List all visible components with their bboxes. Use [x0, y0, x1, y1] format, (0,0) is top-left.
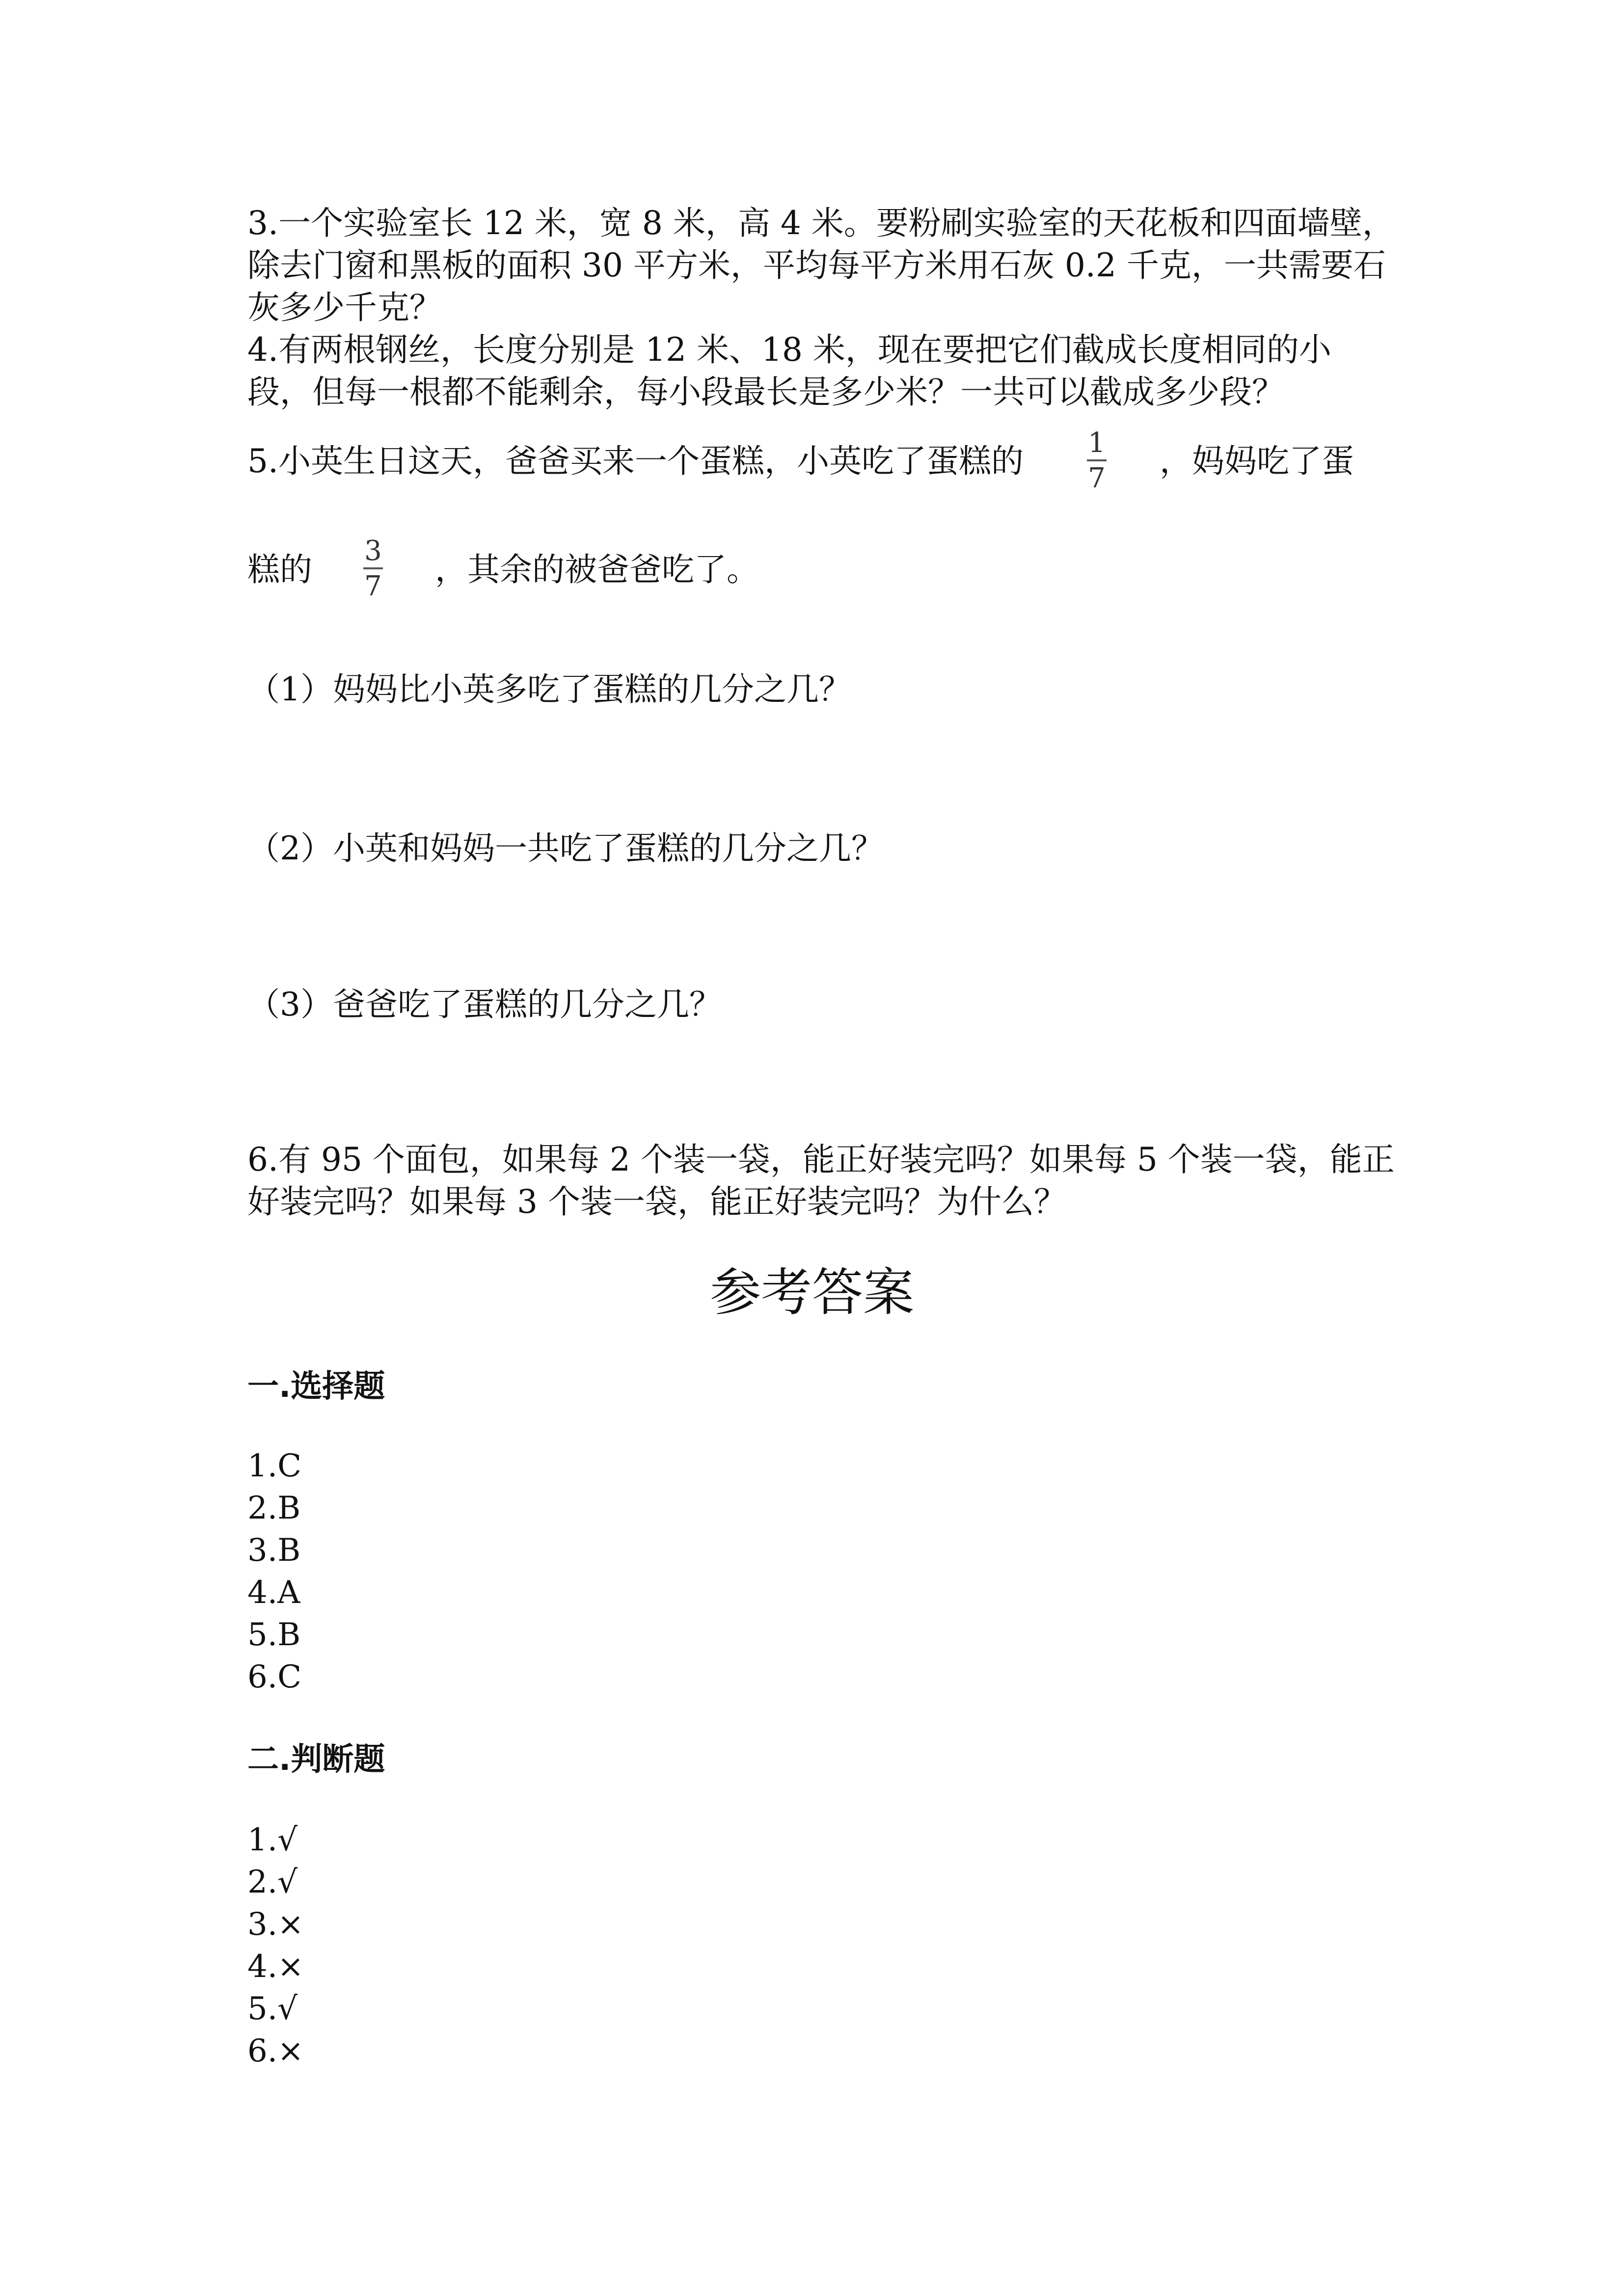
list-item: 2.B — [247, 1490, 301, 1526]
q6-line-2: 好装完吗？如果每 3 个装一袋，能正好装完吗？为什么？ — [247, 1183, 1066, 1221]
q5-sub-question-3: （3）爸爸吃了蛋糕的几分之几？ — [247, 986, 722, 1023]
q5-sub-question-1: （1）妈妈比小英多吃了蛋糕的几分之几？ — [247, 670, 851, 708]
list-item: 6.C — [247, 1659, 302, 1695]
list-item: 5.B — [247, 1617, 301, 1653]
fraction-numerator: 1 — [1088, 427, 1106, 459]
q3-line-3: 灰多少千克？ — [247, 289, 442, 326]
list-item: 1.√ — [247, 1822, 298, 1858]
q3-line-1: 3.一个实验室长 12 米，宽 8 米，高 4 米。要粉刷实验室的天花板和四面墙壁， — [247, 204, 1395, 242]
fraction-bar — [363, 567, 383, 569]
list-item: 6.× — [247, 2033, 304, 2069]
q6-line-1: 6.有 95 个面包，如果每 2 个装一袋，能正好装完吗？如果每 5 个装一袋，能正 — [247, 1141, 1395, 1178]
q5-line-2-after: ，其余的被爸爸吃了。 — [435, 551, 759, 588]
list-item: 3.B — [247, 1532, 301, 1569]
q5-line-2-before: 糕的 — [247, 551, 312, 588]
q5-sub-question-2: （2）小英和妈妈一共吃了蛋糕的几分之几？ — [247, 829, 884, 867]
answer-key-title: 参考答案 — [709, 1262, 914, 1322]
list-item: 4.× — [247, 1949, 304, 1985]
q4-line-2: 段，但每一根都不能剩余，每小段最长是多少米？一共可以截成多少段？ — [247, 373, 1284, 411]
section-heading-multiple-choice: 一.选择题 — [247, 1368, 385, 1405]
list-item: 2.√ — [247, 1864, 298, 1900]
q3-line-2: 除去门窗和黑板的面积 30 平方米，平均每平方米用石灰 0.2 千克，一共需要石 — [247, 246, 1386, 284]
fraction-denominator: 7 — [364, 570, 382, 602]
q5-line-1-after: ，妈妈吃了蛋 — [1160, 442, 1354, 480]
q5-line-1-before: 5.小英生日这天，爸爸买来一个蛋糕，小英吃了蛋糕的 — [247, 442, 1024, 480]
fraction-numerator: 3 — [364, 535, 382, 567]
fraction-one-seventh — [1082, 428, 1111, 494]
fraction-denominator: 7 — [1088, 462, 1106, 494]
list-item: 5.√ — [247, 1991, 298, 2027]
fraction-three-sevenths — [358, 536, 388, 602]
list-item: 4.A — [247, 1575, 300, 1611]
section-heading-true-false: 二.判断题 — [247, 1741, 385, 1778]
list-item: 1.C — [247, 1448, 302, 1484]
q4-line-1: 4.有两根钢丝，长度分别是 12 米、18 米，现在要把它们截成长度相同的小 — [247, 331, 1331, 369]
list-item: 3.× — [247, 1906, 304, 1943]
fraction-bar — [1087, 459, 1107, 461]
